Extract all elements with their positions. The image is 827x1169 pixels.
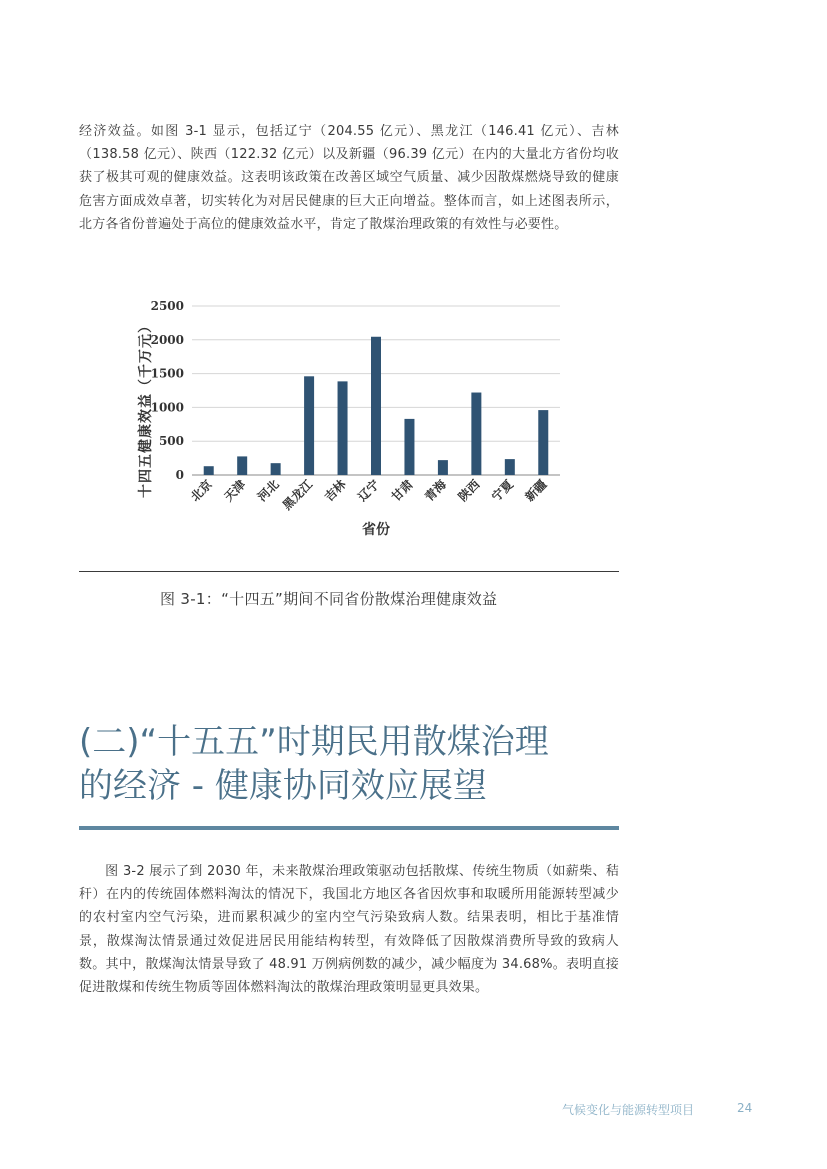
chart-x-tick-label: 北京 <box>187 477 215 505</box>
chart-x-tick-label: 河北 <box>254 477 282 505</box>
section-heading <box>79 720 639 808</box>
chart-bar <box>471 393 481 475</box>
chart-bar <box>404 419 414 475</box>
chart-x-tick-label: 辽宁 <box>355 477 383 505</box>
chart-y-tick-label: 500 <box>158 434 184 449</box>
chart-x-tick-label: 天津 <box>221 477 249 505</box>
chart-bars <box>204 337 549 475</box>
footer-page-number: 24 <box>737 1101 753 1115</box>
chart-bar <box>338 381 348 475</box>
body-paragraph-1: 经济效益。如图 3-1 显示，包括辽宁（204.55 亿元）、黑龙江（146.41 亿元）、吉林（138.58 亿元）、陕西（122.32 亿元）以及新疆（96.39 亿元）在内的大量北方省份均收获了极其可观的健康效益。这表明该政策在改善区域空气质量、减少因散煤燃烧导致的健康危害方面成效卓著，切实转化为对居民健康的巨大正向增益。整体而言，如上述图表所示，北方各省份普遍处于高位的健康效益水平，肯定了散煤治理政策的有效性与必要性。 <box>79 124 619 232</box>
footer-project-title: 气候变化与能源转型项目 <box>562 1103 695 1117</box>
chart-y-tick-label: 2500 <box>150 299 184 313</box>
chart-x-ticks <box>187 476 549 513</box>
chart-x-axis-label: 省份 <box>362 522 390 538</box>
chart-y-tick-label: 1000 <box>150 400 184 415</box>
section-heading-rule <box>79 826 619 830</box>
chart-y-tick-label: 0 <box>175 468 184 482</box>
chart-bar <box>237 456 247 475</box>
figure-caption: 图 3-1：“十四五”期间不同省份散煤治理健康效益 <box>160 590 498 608</box>
health-benefit-bar-chart <box>110 288 580 550</box>
body-paragraph-2 <box>79 860 619 999</box>
chart-y-tick-label: 1500 <box>150 366 184 381</box>
body-paragraph-2-text: 图 3-2 展示了到 2030 年，未来散煤治理政策驱动包括散煤、传统生物质（如薪柴、秸秆）在内的传统固体燃料淘汰的情况下，我国北方地区各省因炊事和取暖所用能源转型减少的农村室内空气污染，进而累积减少的室内空气污染致病人数。结果表明，相比于基准情景，散煤淘汰情景通过效促进居民用能结构转型，有效降低了因散煤消费所导致的致病人数。其中，散煤淘汰情景导致了 48.91 万例病例数的减少，减少幅度为 34.68%。表明直接促进散煤和传统生物质等固体燃料淘汰的散煤治理政策明显更具效果。 <box>79 864 619 996</box>
chart-x-tick-label: 青海 <box>422 477 450 505</box>
chart-x-tick-label: 陕西 <box>455 477 483 505</box>
section-heading-line-2: 的经济 - 健康协同效应展望 <box>79 766 487 806</box>
chart-bar <box>538 410 548 475</box>
chart-x-tick-label: 新疆 <box>522 477 550 505</box>
chart-y-axis-label: 十四五健康效益（千万元） <box>138 318 154 498</box>
chart-bar <box>371 337 381 475</box>
chart-y-tick-label: 2000 <box>150 332 184 347</box>
chart-x-tick-label: 黑龙江 <box>279 477 316 513</box>
chart-bar <box>271 463 281 475</box>
chart-x-tick-label: 宁夏 <box>489 477 516 505</box>
chart-bar <box>304 376 314 475</box>
chart-y-ticks <box>151 299 184 482</box>
section-heading-line-1: (二)“十五五”时期民用散煤治理 <box>79 722 549 762</box>
chart-x-tick-label: 甘肃 <box>388 477 416 505</box>
chart-bar <box>438 460 448 475</box>
chart-x-tick-label: 吉林 <box>321 477 349 505</box>
chart-bar <box>204 466 214 475</box>
figure-divider <box>79 571 619 572</box>
chart-bar <box>505 459 515 475</box>
